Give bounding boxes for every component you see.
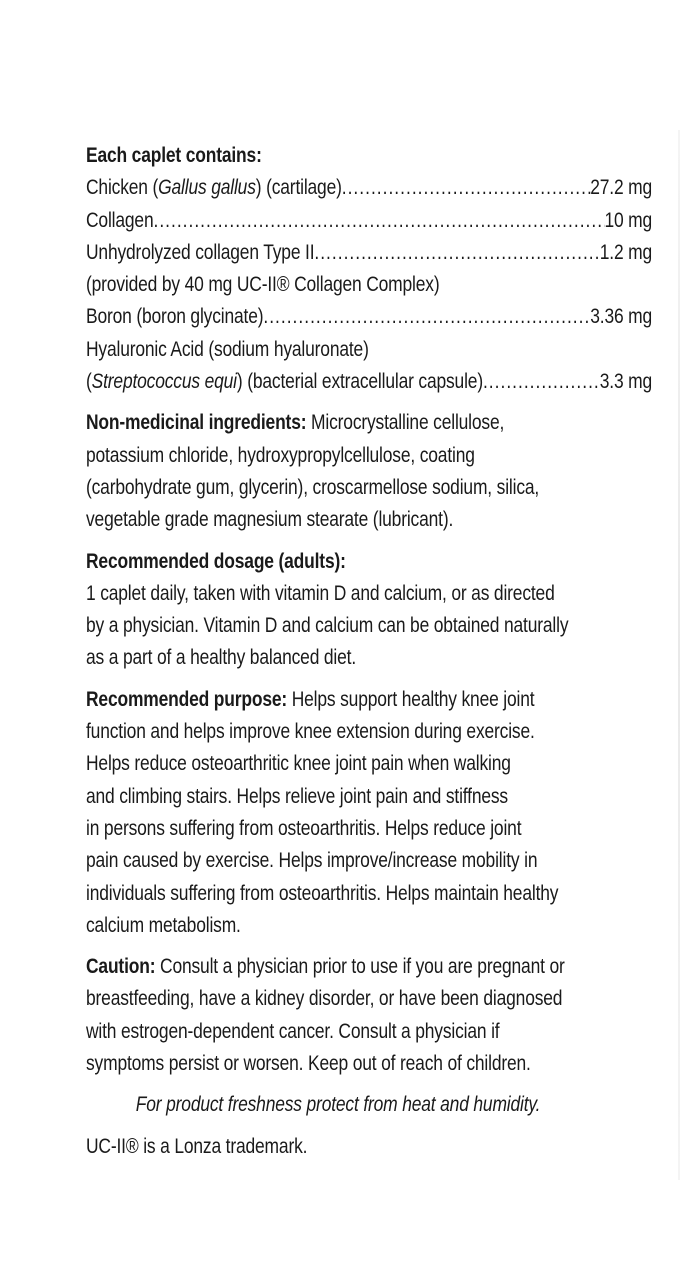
purpose-line: Recommended purpose: Helps support healthy knee joint [86, 687, 535, 711]
dosage-section [86, 546, 652, 675]
dot-leader [483, 366, 600, 398]
ingredient-amount: 10 mg [604, 208, 653, 232]
dosage-line: 1 caplet daily, taken with vitamin D and calcium, or as directed [86, 581, 555, 605]
purpose-line: function and helps improve knee extension during exercise. [86, 720, 535, 744]
caution-line: symptoms persist or worsen. Keep out of reach of children. [86, 1052, 531, 1076]
medicinal-ingredients-section [86, 140, 652, 398]
trademark-note: UC-II® is a Lonza trademark. [86, 1134, 308, 1158]
caution-label: Caution: [86, 955, 156, 979]
dosage-heading: Recommended dosage (adults): [86, 549, 346, 573]
non-medicinal-label: Non-medicinal ingredients: [86, 411, 307, 435]
caution-section [86, 951, 652, 1080]
non-medicinal-section [86, 407, 652, 536]
ingredients-heading: Each caplet contains: [86, 144, 262, 167]
label-text-block [86, 140, 652, 1163]
ingredient-name: (Streptococcus equi) (bacterial extracellular capsule) [86, 370, 483, 394]
non-medicinal-line: Non-medicinal ingredients: Microcrystalline cellulose, [86, 411, 505, 435]
product-label [86, 140, 652, 1172]
dosage-line: by a physician. Vitamin D and calcium can be obtained naturally [86, 614, 569, 638]
provided-by-note: (provided by 40 mg UC-II® Collagen Complex) [86, 273, 440, 297]
purpose-line: calcium metabolism. [86, 913, 241, 937]
ingredient-name: Collagen [86, 208, 154, 232]
non-medicinal-line: potassium chloride, hydroxypropylcellulose, coating [86, 443, 475, 467]
ingredient-name: Chicken (Gallus gallus) (cartilage) [86, 176, 342, 200]
caution-line: breastfeeding, have a kidney disorder, or have been diagnosed [86, 987, 563, 1011]
dot-leader [342, 172, 590, 204]
ingredient-row-hyaluronic-source [86, 366, 652, 398]
purpose-line: pain caused by exercise. Helps improve/increase mobility in [86, 849, 538, 873]
dosage-line: as a part of a healthy balanced diet. [86, 646, 357, 670]
dot-leader [153, 205, 604, 237]
ingredient-row-type-ii-collagen [86, 237, 652, 269]
purpose-line: in persons suffering from osteoarthritis. Helps reduce joint [86, 816, 522, 840]
caution-line: Caution: Consult a physician prior to use if you are pregnant or [86, 955, 565, 979]
ingredient-row-collagen [86, 205, 652, 237]
caution-line: with estrogen-dependent cancer. Consult a physician if [86, 1019, 500, 1043]
ingredient-amount: 27.2 mg [590, 176, 653, 200]
purpose-line: individuals suffering from osteoarthritis. Helps maintain healthy [86, 881, 559, 905]
ingredient-row-chicken [86, 172, 652, 204]
ingredient-name: Boron (boron glycinate) [86, 305, 264, 329]
ingredient-row-boron [86, 301, 652, 333]
purpose-line: and climbing stairs. Helps relieve joint pain and stiffness [86, 784, 508, 808]
ingredient-amount: 1.2 mg [599, 240, 653, 264]
purpose-section [86, 684, 652, 942]
hyaluronic-acid-line: Hyaluronic Acid (sodium hyaluronate) [86, 337, 369, 361]
freshness-note: For product freshness protect from heat and humidity. [135, 1093, 541, 1117]
ingredient-amount: 3.3 mg [599, 370, 653, 394]
ingredient-name: Unhydrolyzed collagen Type II [86, 240, 315, 264]
purpose-line: Helps reduce osteoarthritic knee joint pain when walking [86, 752, 511, 776]
non-medicinal-line: vegetable grade magnesium stearate (lubricant). [86, 508, 454, 532]
non-medicinal-line: (carbohydrate gum, glycerin), croscarmellose sodium, silica, [86, 475, 540, 499]
dot-leader [314, 237, 599, 269]
ingredient-amount: 3.36 mg [590, 305, 653, 329]
dot-leader [263, 301, 590, 333]
trademark-section [86, 1131, 652, 1163]
freshness-section [86, 1089, 652, 1121]
purpose-label: Recommended purpose: [86, 687, 288, 711]
